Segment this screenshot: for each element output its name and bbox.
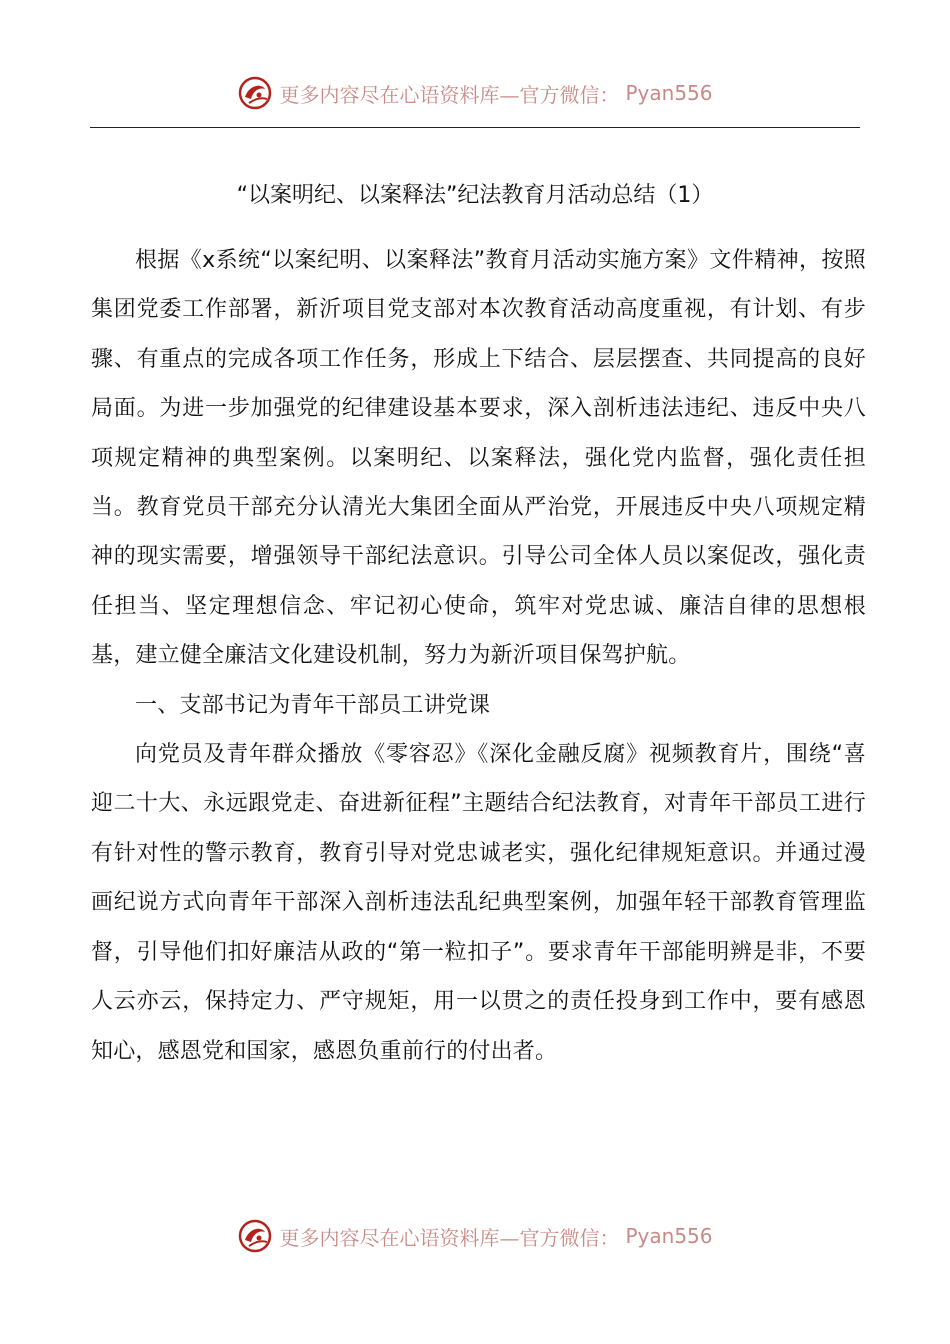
document-title: “以案明纪、以案释法”纪法教育月活动总结（1） (236, 183, 714, 208)
watermark-wechat-id: Pyan556 (625, 1224, 713, 1248)
footer-watermark (0, 1214, 950, 1258)
header-divider (90, 127, 860, 128)
document-body (91, 236, 866, 1076)
red-swirl-logo-icon (237, 75, 273, 111)
watermark-text: 更多内容尽在心语资料库—官方微信： (279, 1225, 620, 1250)
watermark-wechat-id: Pyan556 (625, 81, 713, 105)
watermark-text: 更多内容尽在心语资料库—官方微信： (279, 82, 620, 107)
header-watermark (0, 71, 950, 115)
section-heading: 一、支部书记为青年干部员工讲党课 (135, 692, 491, 718)
red-swirl-logo-icon (237, 1218, 273, 1254)
body-paragraph: 向党员及青年群众播放《零容忍》《深化金融反腐》视频教育片，围绕“喜迎二十大、永远跟党走、奋进新征程”主题结合纪法教育，对青年干部员工进行有针对性的警示教育，教育引导对党忠诚老实，强化纪律规矩意识。并通过漫画纪说方式向青年干部深入剖析违法乱纪典型案例，加强年轻干部教育管理监督，引导他们扣好廉洁从政的“第一粒扣子”。要求青年干部能明辨是非，不要人云亦云，保持定力、严守规矩，用一以贯之的责任投身到工作中，要有感恩知心，感恩党和国家，感恩负重前行的付出者。 (91, 742, 866, 1064)
body-paragraph: 根据《x系统“以案纪明、以案释法”教育月活动实施方案》文件精神，按照集团党委工作部署，新沂项目党支部对本次教育活动高度重视，有计划、有步骤、有重点的完成各项工作任务，形成上下结合、层层摆查、共同提高的良好局面。为进一步加强党的纪律建设基本要求，深入剖析违法违纪、违反中央八项规定精神的典型案例。以案明纪、以案释法，强化党内监督，强化责任担当。教育党员干部充分认清光大集团全面从严治党，开展违反中央八项规定精神的现实需要，增强领导干部纪法意识。引导公司全体人员以案促改，强化责任担当、坚定理想信念、牢记初心使命，筑牢对党忠诚、廉洁自律的思想根基，建立健全廉洁文化建设机制，努力为新沂项目保驾护航。 (91, 248, 866, 669)
